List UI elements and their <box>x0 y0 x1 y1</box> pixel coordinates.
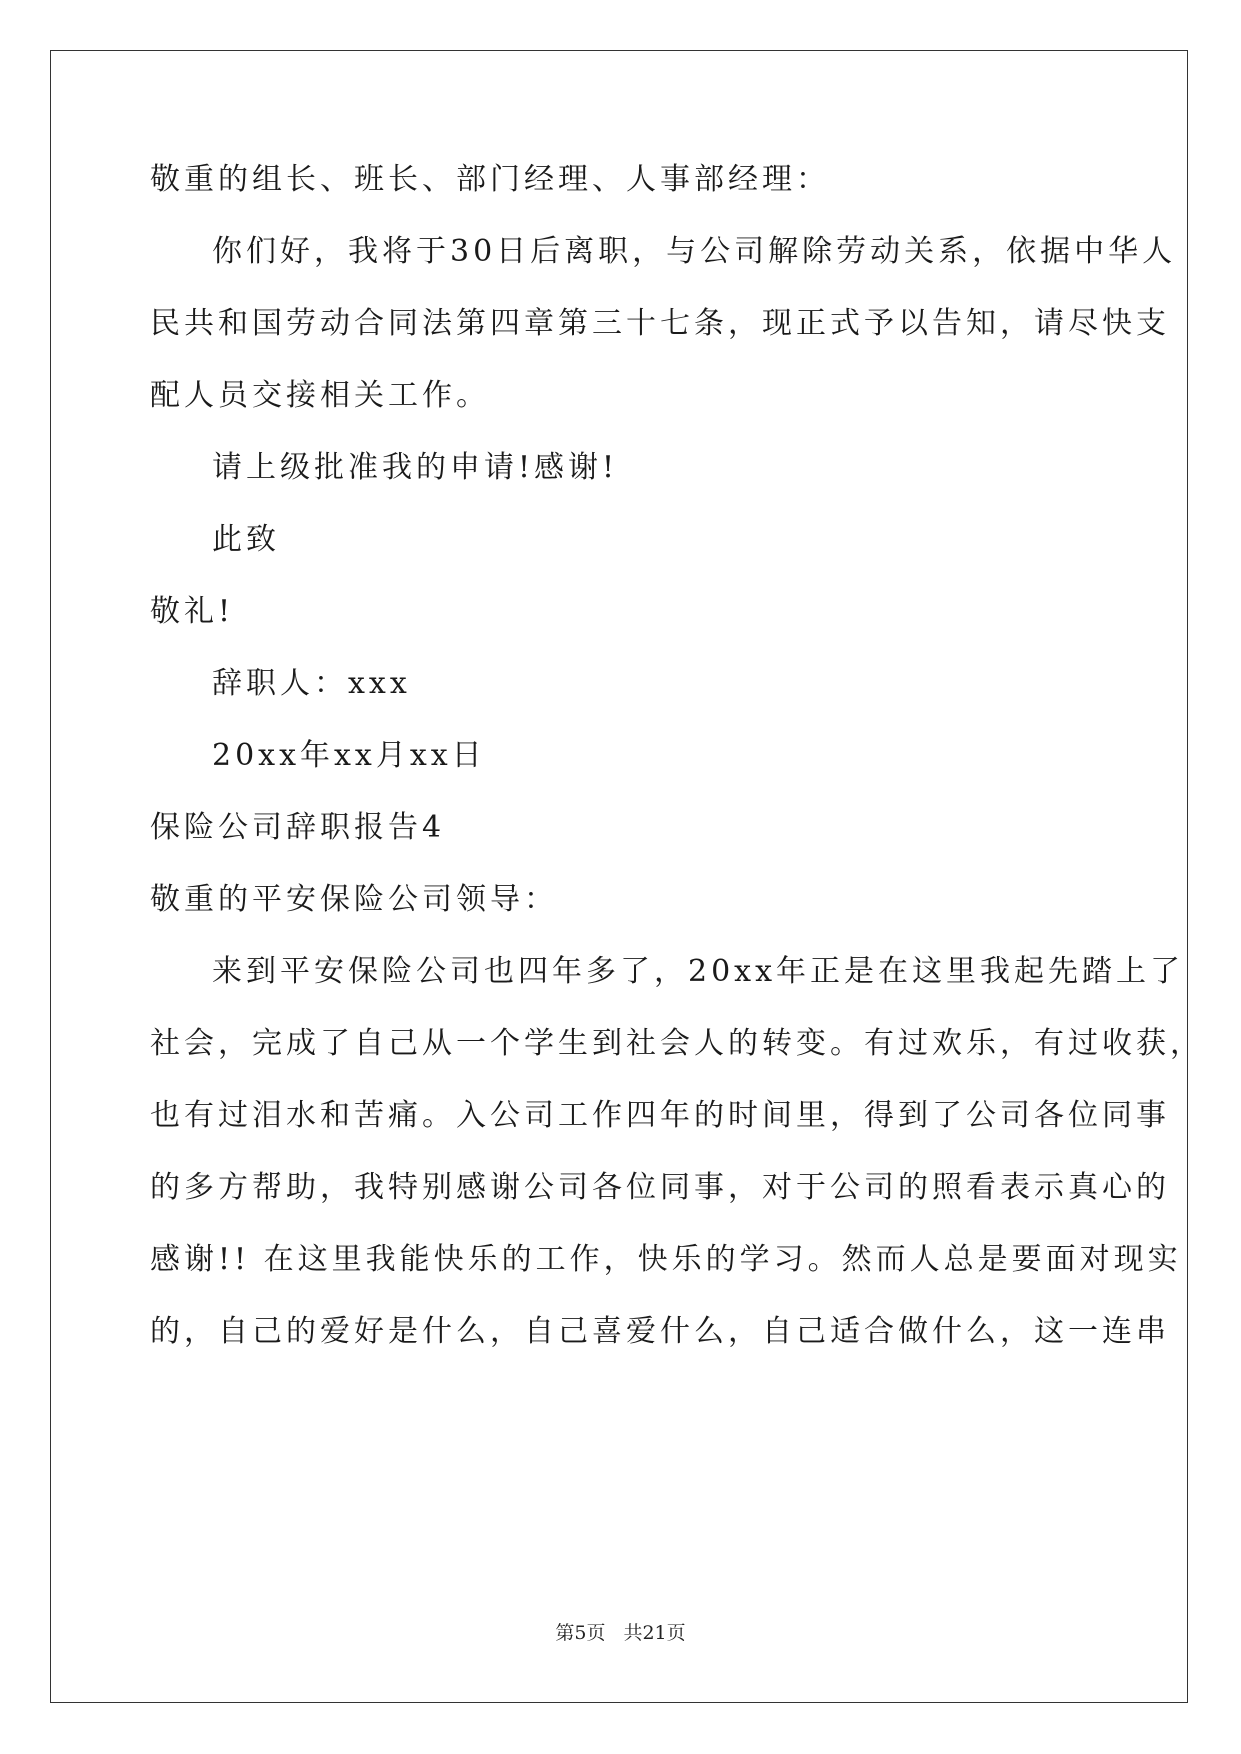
paragraph-line: 民共和国劳动合同法第四章第三十七条，现正式予以告知，请尽快支 <box>150 306 1170 341</box>
salutation-line: 敬重的平安保险公司领导： <box>150 882 558 917</box>
page-total: 共21页 <box>623 1622 686 1644</box>
paragraph-line: 的，自己的爱好是什么，自己喜爱什么，自己适合做什么，这一连串 <box>150 1314 1170 1349</box>
paragraph-line: 的多方帮助，我特别感谢公司各位同事，对于公司的照看表示真心的 <box>150 1170 1170 1205</box>
section-title: 保险公司辞职报告4 <box>150 810 446 845</box>
page-border <box>50 50 1188 1703</box>
paragraph-line: 请上级批准我的申请!感谢! <box>212 450 619 485</box>
paragraph-line: 配人员交接相关工作。 <box>150 378 490 413</box>
page-number: 第5页 <box>555 1622 606 1644</box>
page-footer <box>0 1620 1241 1646</box>
signature-line: 辞职人：xxx <box>212 666 411 701</box>
paragraph-line: 社会，完成了自己从一个学生到社会人的转变。有过欢乐，有过收获， <box>150 1026 1204 1061</box>
closing-line: 此致 <box>212 522 280 557</box>
paragraph-line: 感谢!! 在这里我能快乐的工作，快乐的学习。然而人总是要面对现实 <box>150 1242 1182 1277</box>
paragraph-line: 你们好，我将于30日后离职，与公司解除劳动关系，依据中华人 <box>212 234 1177 269</box>
date-line: 20xx年xx月xx日 <box>212 738 486 773</box>
paragraph-line: 来到平安保险公司也四年多了，20xx年正是在这里我起先踏上了 <box>212 954 1185 989</box>
paragraph-line: 也有过泪水和苦痛。入公司工作四年的时间里，得到了公司各位同事 <box>150 1098 1170 1133</box>
salutation-line: 敬重的组长、班长、部门经理、人事部经理： <box>150 162 830 197</box>
closing-line: 敬礼! <box>150 594 235 629</box>
